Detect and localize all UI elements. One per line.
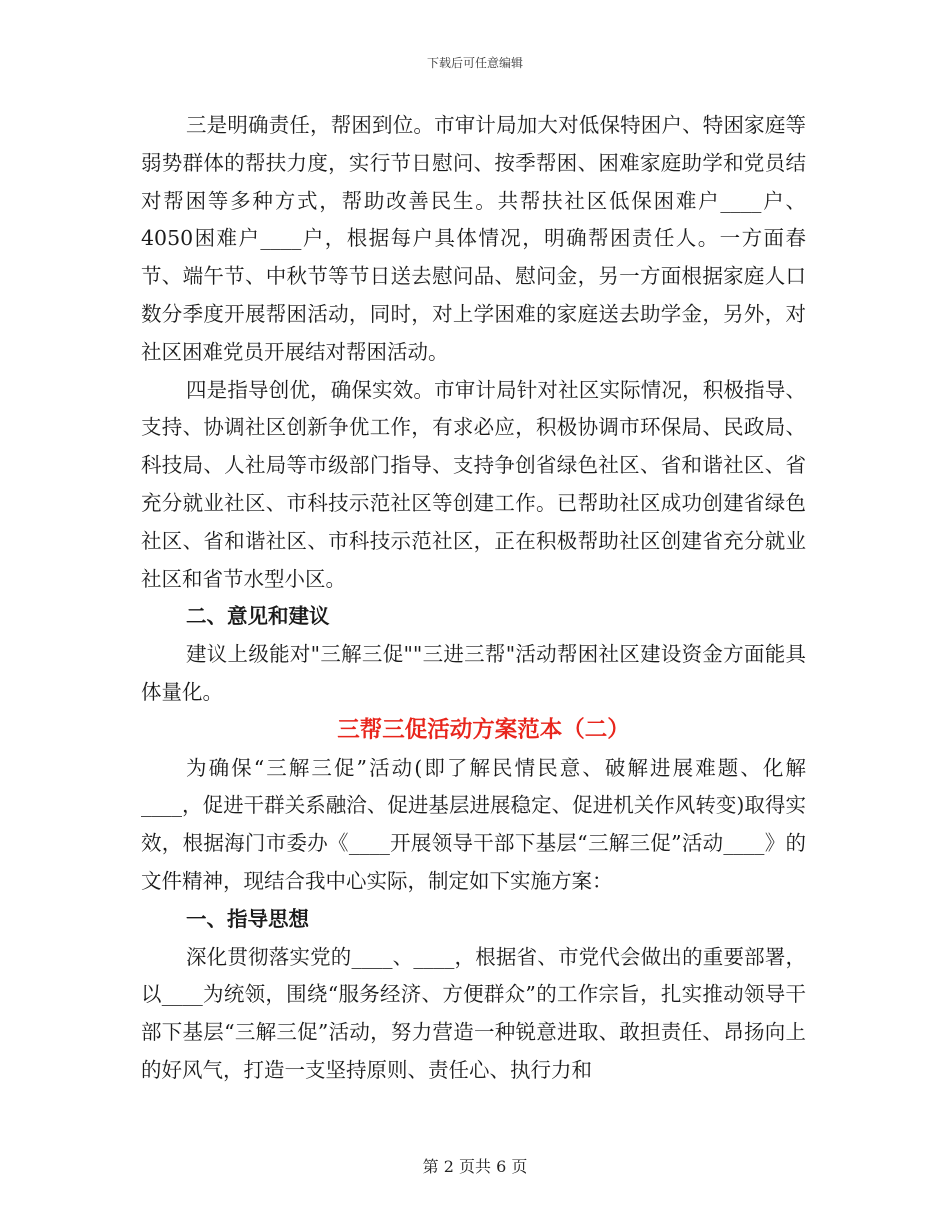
section-heading-guiding-ideology: 一、指导思想 (186, 906, 309, 931)
page-footer: 第 2 页共 6 页 (422, 1157, 528, 1176)
document-body (141, 107, 806, 1090)
page-header: 下载后可任意编辑 (426, 56, 523, 70)
document-title: 三帮三促活动方案范本（二） (337, 716, 630, 743)
paragraph-guidance: 四是指导创优，确保实效。市审计局针对社区实际情况，积极指导、支持、协调社区创新争优工作，有求必应，积极协调市环保局、民政局、科技局、人社局等市级部门指导、支持争创省绿色社区、省和谐社区、省充分就业社区、市科技示范社区等创建工作。已帮助社区成功创建省绿色社区、省和谐社区、市科技示范社区，正在积极帮助社区创建省充分就业社区和省节水型小区。 (141, 377, 806, 591)
paragraph-ideology: 深化贯彻落实党的____、____，根据省、市党代会做出的重要部署，以____为统领，围绕“服务经济、方便群众”的工作宗旨，扎实推动领导干部下基层“三解三促”活动，努力营造一种锐意进取、敢担责任、昂扬向上的好风气，打造一支坚持原则、责任心、执行力和 (141, 944, 806, 1082)
section-heading-suggestions: 二、意见和建议 (186, 604, 330, 629)
paragraph-responsibility: 三是明确责任，帮困到位。市审计局加大对低保特困户、特困家庭等弱势群体的帮扶力度，实行节日慰问、按季帮困、困难家庭助学和党员结对帮困等多种方式，帮助改善民生。共帮扶社区低保困难户____户、4050困难户____户，根据每户具体情况，明确帮困责任人。一方面春节、端午节、中秋节等节日送去慰问品、慰问金，另一方面根据家庭人口数分季度开展帮困活动，同时，对上学困难的家庭送去助学金，另外，对社区困难党员开展结对帮困活动。 (141, 113, 806, 364)
paragraph-suggestion: 建议上级能对"三解三促""三进三帮"活动帮困社区建设资金方面能具体量化。 (141, 642, 806, 704)
paragraph-intro: 为确保“三解三促”活动(即了解民情民意、破解进展难题、化解____，促进干群关系融洽、促进基层进展稳定、促进机关作风转变)取得实效，根据海门市委办《____开展领导干部下基层“三解三促”活动____》的文件精神，现结合我中心实际，制定如下实施方案： (141, 755, 806, 893)
